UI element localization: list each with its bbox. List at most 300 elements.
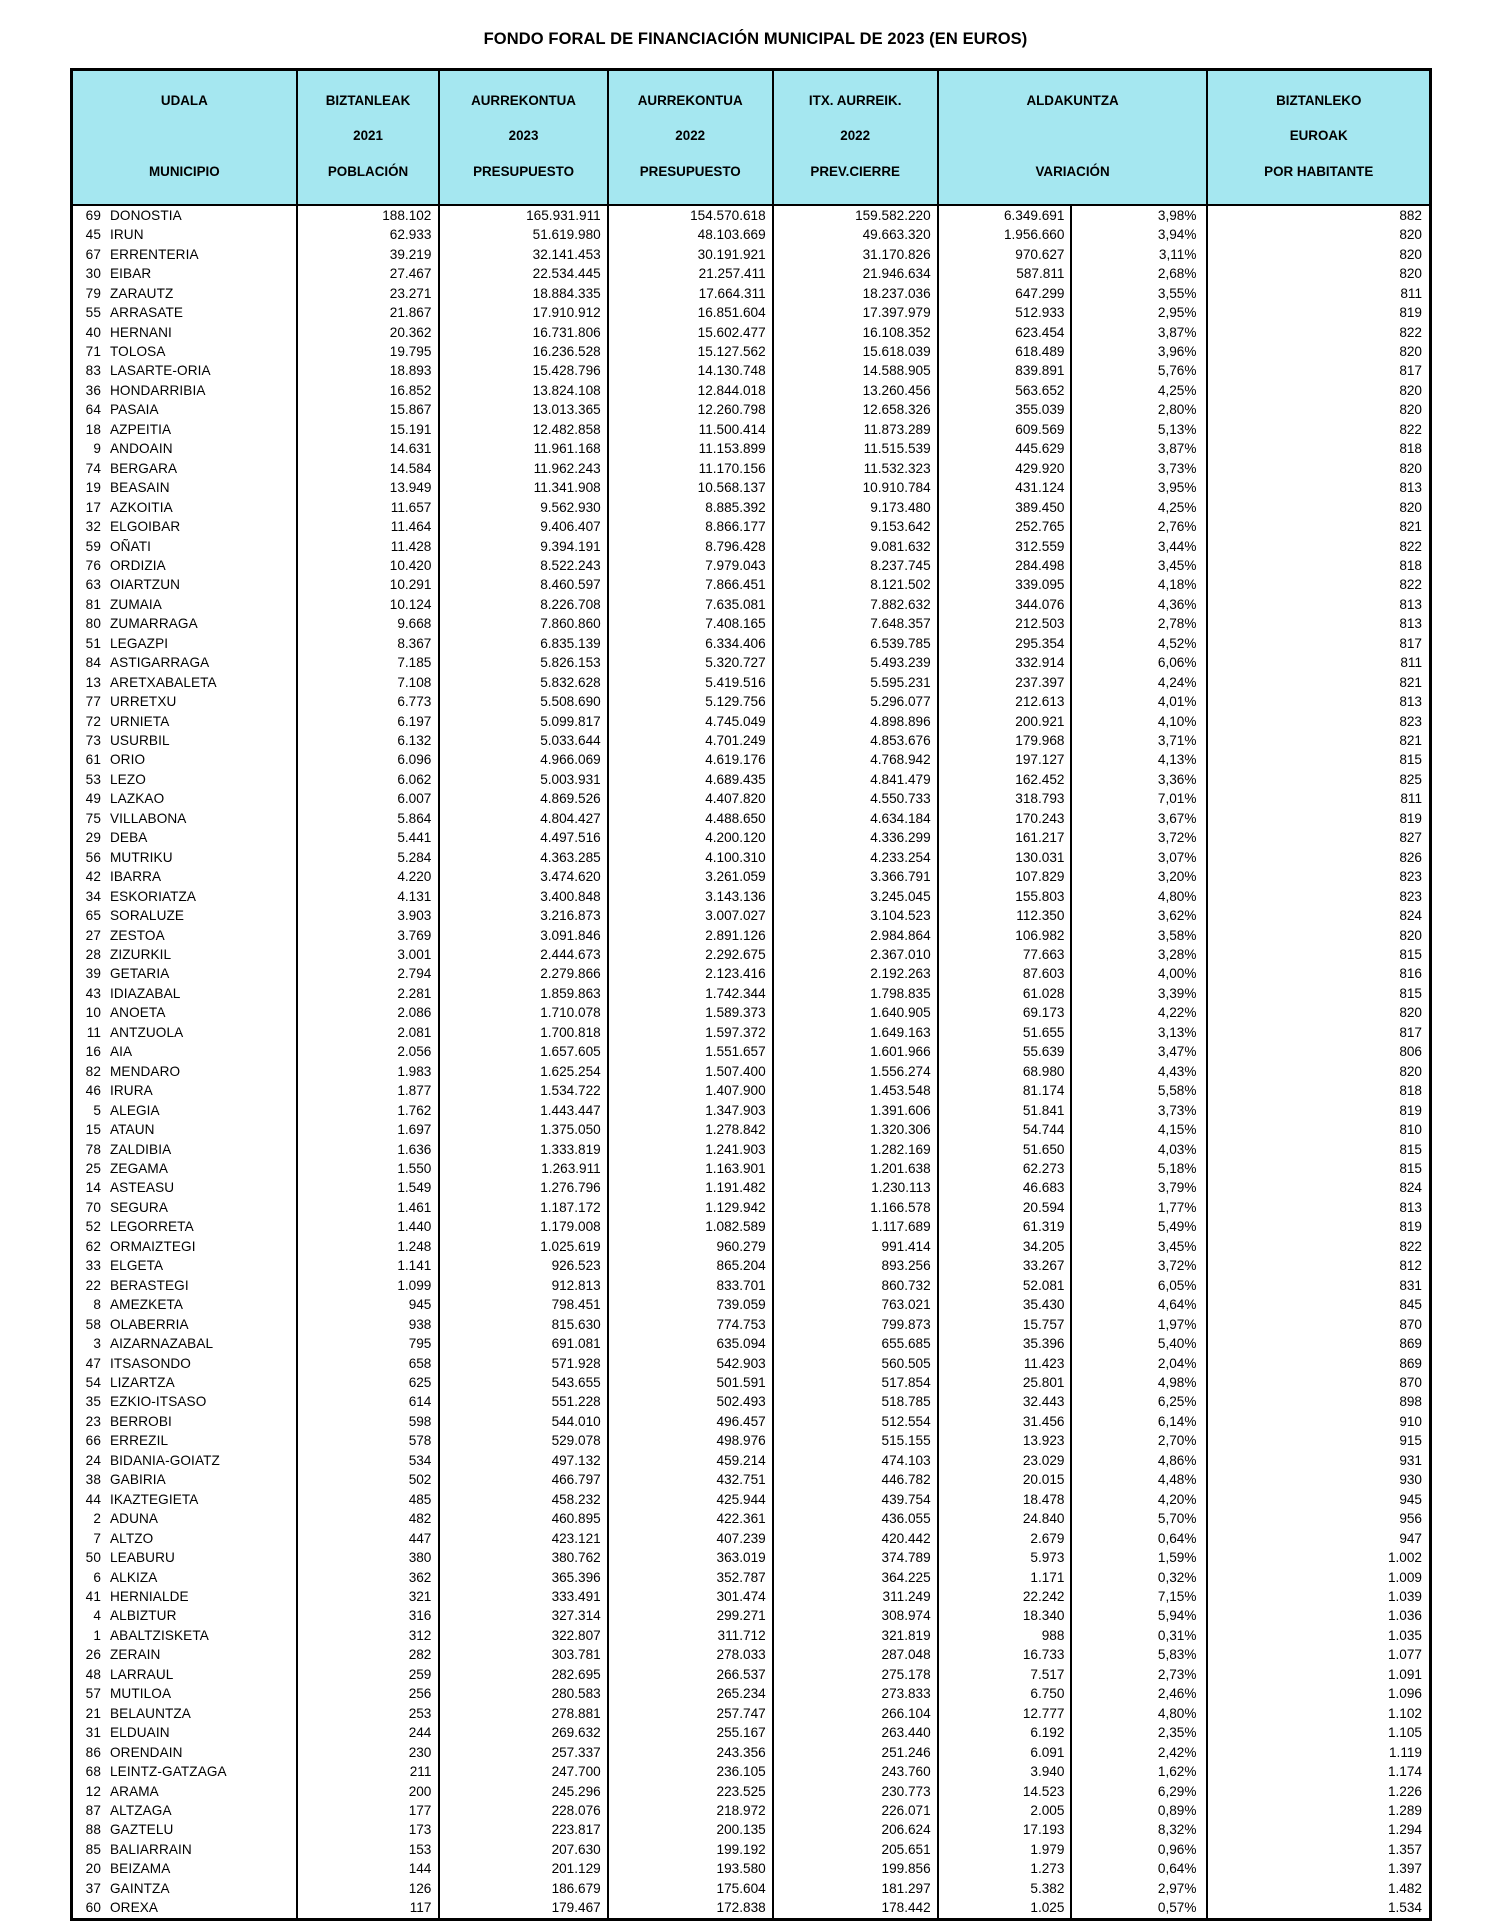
cell-presupuesto-2022: 1.507.400	[608, 1062, 773, 1081]
cell-presupuesto-2023: 1.859.863	[439, 984, 607, 1003]
municipio-code: 9	[93, 441, 101, 457]
cell-presupuesto-2023: 51.619.980	[439, 225, 607, 244]
cell-municipio	[72, 926, 297, 945]
cell-variacion: 33.267	[938, 1256, 1072, 1275]
municipio-name: BEASAIN	[110, 480, 170, 496]
cell-prev-cierre-2022: 230.773	[773, 1782, 938, 1801]
municipio-code: 21	[85, 1705, 101, 1721]
cell-presupuesto-2023: 165.931.911	[439, 205, 607, 225]
municipio-code: 19	[85, 480, 101, 496]
cell-prev-cierre-2022: 1.556.274	[773, 1062, 938, 1081]
header-year-2022: 2022	[675, 128, 706, 144]
cell-variacion-pct: 3,39%	[1071, 984, 1207, 1003]
cell-prev-cierre-2022: 474.103	[773, 1451, 938, 1470]
table-row	[72, 731, 1431, 750]
cell-prev-cierre-2022: 17.397.979	[773, 303, 938, 322]
cell-presupuesto-2023: 9.562.930	[439, 498, 607, 517]
table-row	[72, 1859, 1431, 1878]
header-es-poblacion: POBLACIÓN	[327, 164, 409, 180]
cell-prev-cierre-2022: 517.854	[773, 1373, 938, 1392]
municipio-name: LAZKAO	[110, 791, 165, 807]
cell-variacion-pct: 2,68%	[1071, 264, 1207, 283]
cell-poblacion: 19.795	[297, 342, 440, 361]
cell-variacion-pct: 3,45%	[1071, 556, 1207, 575]
municipio-name: EIBAR	[110, 266, 152, 282]
table-row	[72, 1315, 1431, 1334]
table-row	[72, 1198, 1431, 1217]
cell-prev-cierre-2022: 226.071	[773, 1801, 938, 1820]
cell-euros-por-habitante: 931	[1207, 1451, 1430, 1470]
municipio-code: 18	[85, 421, 101, 437]
cell-prev-cierre-2022: 5.296.077	[773, 692, 938, 711]
cell-poblacion: 244	[297, 1723, 440, 1742]
table-row	[72, 926, 1431, 945]
cell-presupuesto-2023: 4.497.516	[439, 828, 607, 847]
cell-poblacion: 6.096	[297, 750, 440, 769]
cell-presupuesto-2023: 1.333.819	[439, 1140, 607, 1159]
municipio-name: ELDUAIN	[110, 1725, 170, 1741]
cell-municipio	[72, 1879, 297, 1898]
cell-variacion-pct: 3,20%	[1071, 867, 1207, 886]
table-header	[72, 70, 1431, 205]
table-row	[72, 459, 1431, 478]
municipio-name: ALEGIA	[110, 1102, 160, 1118]
cell-variacion: 112.350	[938, 906, 1072, 925]
cell-prev-cierre-2022: 13.260.456	[773, 381, 938, 400]
cell-presupuesto-2023: 1.187.172	[439, 1198, 607, 1217]
cell-variacion: 839.891	[938, 361, 1072, 380]
cell-municipio	[72, 1217, 297, 1236]
cell-variacion: 170.243	[938, 809, 1072, 828]
cell-municipio	[72, 1743, 297, 1762]
municipio-code: 61	[85, 752, 101, 768]
cell-municipio	[72, 1120, 297, 1139]
cell-poblacion: 144	[297, 1859, 440, 1878]
table-row	[72, 1490, 1431, 1509]
table-row	[72, 945, 1431, 964]
table-row	[72, 673, 1431, 692]
cell-euros-por-habitante: 811	[1207, 284, 1430, 303]
cell-presupuesto-2023: 926.523	[439, 1256, 607, 1275]
cell-presupuesto-2022: 6.334.406	[608, 634, 773, 653]
cell-prev-cierre-2022: 4.898.896	[773, 712, 938, 731]
table-row	[72, 887, 1431, 906]
header-spacer-variacion	[945, 127, 1201, 145]
column-header-presupuesto-2022	[608, 70, 773, 205]
cell-variacion-pct: 3,87%	[1071, 439, 1207, 458]
municipio-code: 29	[85, 830, 101, 846]
table-row	[72, 1217, 1431, 1236]
municipio-code: 62	[85, 1238, 101, 1254]
table-row	[72, 1898, 1431, 1919]
cell-prev-cierre-2022: 7.648.357	[773, 614, 938, 633]
cell-prev-cierre-2022: 2.367.010	[773, 945, 938, 964]
table-row	[72, 1879, 1431, 1898]
cell-presupuesto-2023: 1.534.722	[439, 1081, 607, 1100]
cell-municipio	[72, 420, 297, 439]
municipio-name: MENDARO	[110, 1063, 181, 1079]
cell-presupuesto-2023: 257.337	[439, 1743, 607, 1762]
municipio-code: 34	[85, 888, 101, 904]
municipio-name: GAINTZA	[110, 1880, 170, 1896]
table-row	[72, 400, 1431, 419]
municipio-name: LIZARTZA	[110, 1374, 175, 1390]
cell-euros-por-habitante: 813	[1207, 692, 1430, 711]
cell-variacion-pct: 0,32%	[1071, 1568, 1207, 1587]
cell-presupuesto-2023: 278.881	[439, 1704, 607, 1723]
cell-municipio	[72, 575, 297, 594]
municipio-name: ANOETA	[110, 1005, 166, 1021]
table-body	[72, 205, 1431, 1919]
cell-poblacion: 6.197	[297, 712, 440, 731]
cell-presupuesto-2023: 798.451	[439, 1295, 607, 1314]
header-eu-aurrekontua-2023: AURREKONTUA	[471, 92, 576, 108]
municipio-code: 52	[85, 1219, 101, 1235]
cell-variacion: 24.840	[938, 1509, 1072, 1528]
table-row	[72, 770, 1431, 789]
cell-variacion-pct: 3,72%	[1071, 828, 1207, 847]
cell-variacion: 18.340	[938, 1606, 1072, 1625]
cell-prev-cierre-2022: 1.230.113	[773, 1178, 938, 1197]
cell-prev-cierre-2022: 11.515.539	[773, 439, 938, 458]
table-row	[72, 1548, 1431, 1567]
cell-variacion-pct: 1,77%	[1071, 1198, 1207, 1217]
municipio-code: 65	[85, 908, 101, 924]
cell-municipio	[72, 634, 297, 653]
cell-variacion-pct: 7,01%	[1071, 789, 1207, 808]
municipio-code: 32	[85, 519, 101, 535]
cell-municipio	[72, 1568, 297, 1587]
cell-presupuesto-2023: 4.869.526	[439, 789, 607, 808]
municipio-code: 28	[85, 947, 101, 963]
cell-municipio	[72, 1276, 297, 1295]
cell-variacion: 34.205	[938, 1237, 1072, 1256]
cell-prev-cierre-2022: 446.782	[773, 1470, 938, 1489]
municipio-code: 87	[85, 1802, 101, 1818]
table-row	[72, 828, 1431, 847]
municipio-code: 67	[85, 246, 101, 262]
cell-presupuesto-2023: 13.824.108	[439, 381, 607, 400]
municipio-code: 53	[85, 771, 101, 787]
cell-prev-cierre-2022: 311.249	[773, 1587, 938, 1606]
municipio-code: 6	[93, 1569, 101, 1585]
cell-variacion: 1.171	[938, 1568, 1072, 1587]
cell-variacion: 179.968	[938, 731, 1072, 750]
municipio-name: ORDIZIA	[110, 557, 166, 573]
cell-euros-por-habitante: 956	[1207, 1509, 1430, 1528]
table-row	[72, 964, 1431, 983]
cell-euros-por-habitante: 1.039	[1207, 1587, 1430, 1606]
cell-municipio	[72, 1256, 297, 1275]
cell-poblacion: 11.464	[297, 517, 440, 536]
cell-poblacion: 1.549	[297, 1178, 440, 1197]
cell-municipio	[72, 964, 297, 983]
cell-variacion: 11.423	[938, 1354, 1072, 1373]
cell-presupuesto-2022: 12.260.798	[608, 400, 773, 419]
cell-presupuesto-2022: 15.127.562	[608, 342, 773, 361]
municipio-code: 44	[85, 1491, 101, 1507]
cell-prev-cierre-2022: 893.256	[773, 1256, 938, 1275]
cell-variacion-pct: 4,22%	[1071, 1003, 1207, 1022]
table-row	[72, 1237, 1431, 1256]
table-row	[72, 498, 1431, 517]
cell-poblacion: 578	[297, 1431, 440, 1450]
cell-euros-por-habitante: 822	[1207, 537, 1430, 556]
cell-variacion: 51.650	[938, 1140, 1072, 1159]
cell-presupuesto-2023: 13.013.365	[439, 400, 607, 419]
cell-variacion-pct: 2,70%	[1071, 1431, 1207, 1450]
cell-prev-cierre-2022: 266.104	[773, 1704, 938, 1723]
cell-presupuesto-2022: 223.525	[608, 1782, 773, 1801]
cell-variacion: 318.793	[938, 789, 1072, 808]
cell-variacion: 31.456	[938, 1412, 1072, 1431]
cell-presupuesto-2022: 7.408.165	[608, 614, 773, 633]
cell-prev-cierre-2022: 5.493.239	[773, 653, 938, 672]
municipio-name: LEGORRETA	[110, 1219, 194, 1235]
municipio-code: 81	[85, 596, 101, 612]
municipio-name: DEBA	[110, 830, 148, 846]
cell-municipio	[72, 1373, 297, 1392]
cell-presupuesto-2023: 9.406.407	[439, 517, 607, 536]
cell-euros-por-habitante: 947	[1207, 1529, 1430, 1548]
header-eu-biztanleko: BIZTANLEKO	[1276, 92, 1362, 108]
municipio-code: 54	[85, 1374, 101, 1390]
cell-variacion: 161.217	[938, 828, 1072, 847]
cell-poblacion: 5.441	[297, 828, 440, 847]
cell-presupuesto-2022: 2.292.675	[608, 945, 773, 964]
municipio-code: 26	[85, 1647, 101, 1663]
cell-variacion-pct: 2,80%	[1071, 400, 1207, 419]
cell-presupuesto-2023: 11.962.243	[439, 459, 607, 478]
cell-prev-cierre-2022: 6.539.785	[773, 634, 938, 653]
cell-variacion: 212.503	[938, 614, 1072, 633]
cell-poblacion: 211	[297, 1762, 440, 1781]
cell-presupuesto-2022: 4.745.049	[608, 712, 773, 731]
fondo-foral-table	[70, 68, 1432, 1921]
cell-presupuesto-2022: 2.123.416	[608, 964, 773, 983]
municipio-code: 83	[85, 363, 101, 379]
cell-poblacion: 598	[297, 1412, 440, 1431]
cell-municipio	[72, 692, 297, 711]
cell-presupuesto-2023: 551.228	[439, 1392, 607, 1411]
municipio-name: AIA	[110, 1044, 133, 1060]
municipio-name: OÑATI	[110, 538, 152, 554]
cell-poblacion: 62.933	[297, 225, 440, 244]
cell-municipio	[72, 653, 297, 672]
cell-presupuesto-2023: 460.895	[439, 1509, 607, 1528]
municipio-code: 37	[85, 1880, 101, 1896]
cell-poblacion: 282	[297, 1645, 440, 1664]
municipio-name: ARETXABALETA	[110, 674, 217, 690]
cell-presupuesto-2022: 4.200.120	[608, 828, 773, 847]
cell-prev-cierre-2022: 11.873.289	[773, 420, 938, 439]
cell-municipio	[72, 205, 297, 225]
table-row	[72, 1431, 1431, 1450]
municipio-code: 51	[85, 635, 101, 651]
cell-presupuesto-2022: 15.602.477	[608, 323, 773, 342]
cell-presupuesto-2023: 458.232	[439, 1490, 607, 1509]
municipio-name: IRUN	[110, 227, 144, 243]
cell-poblacion: 11.657	[297, 498, 440, 517]
municipio-name: ARRASATE	[110, 305, 184, 321]
table-row	[72, 420, 1431, 439]
cell-variacion: 61.319	[938, 1217, 1072, 1236]
cell-municipio	[72, 712, 297, 731]
cell-presupuesto-2023: 207.630	[439, 1840, 607, 1859]
cell-euros-por-habitante: 1.226	[1207, 1782, 1430, 1801]
cell-presupuesto-2023: 245.296	[439, 1782, 607, 1801]
cell-presupuesto-2022: 10.568.137	[608, 478, 773, 497]
cell-poblacion: 938	[297, 1315, 440, 1334]
municipio-code: 69	[85, 207, 101, 223]
cell-variacion-pct: 3,45%	[1071, 1237, 1207, 1256]
municipio-name: ALTZAGA	[110, 1802, 172, 1818]
cell-presupuesto-2023: 497.132	[439, 1451, 607, 1470]
cell-euros-por-habitante: 820	[1207, 1062, 1430, 1081]
header-eu-udala: UDALA	[160, 92, 208, 108]
cell-euros-por-habitante: 870	[1207, 1373, 1430, 1392]
column-header-poblacion	[297, 70, 440, 205]
cell-variacion-pct: 0,64%	[1071, 1529, 1207, 1548]
cell-municipio	[72, 1042, 297, 1061]
cell-presupuesto-2022: 7.866.451	[608, 575, 773, 594]
cell-variacion: 162.452	[938, 770, 1072, 789]
cell-poblacion: 6.062	[297, 770, 440, 789]
cell-euros-por-habitante: 1.002	[1207, 1548, 1430, 1567]
table-row	[72, 1606, 1431, 1625]
cell-presupuesto-2022: 1.191.482	[608, 1178, 773, 1197]
cell-euros-por-habitante: 820	[1207, 400, 1430, 419]
cell-presupuesto-2022: 774.753	[608, 1315, 773, 1334]
cell-presupuesto-2023: 201.129	[439, 1859, 607, 1878]
column-header-presupuesto-2023	[439, 70, 607, 205]
cell-presupuesto-2023: 466.797	[439, 1470, 607, 1489]
cell-municipio	[72, 1159, 297, 1178]
cell-euros-por-habitante: 825	[1207, 770, 1430, 789]
cell-variacion: 6.192	[938, 1723, 1072, 1742]
cell-presupuesto-2022: 236.105	[608, 1762, 773, 1781]
cell-variacion: 62.273	[938, 1159, 1072, 1178]
table-row	[72, 1626, 1431, 1645]
municipio-name: BERGARA	[110, 460, 178, 476]
cell-presupuesto-2022: 11.170.156	[608, 459, 773, 478]
cell-municipio	[72, 828, 297, 847]
cell-variacion: 1.979	[938, 1840, 1072, 1859]
column-header-prev-cierre	[773, 70, 938, 205]
cell-municipio	[72, 887, 297, 906]
municipio-code: 4	[93, 1608, 101, 1624]
cell-presupuesto-2022: 4.488.650	[608, 809, 773, 828]
cell-prev-cierre-2022: 8.237.745	[773, 556, 938, 575]
cell-poblacion: 485	[297, 1490, 440, 1509]
cell-presupuesto-2022: 422.361	[608, 1509, 773, 1528]
municipio-code: 58	[85, 1316, 101, 1332]
cell-municipio	[72, 264, 297, 283]
cell-euros-por-habitante: 810	[1207, 1120, 1430, 1139]
cell-variacion-pct: 4,20%	[1071, 1490, 1207, 1509]
municipio-code: 79	[85, 285, 101, 301]
cell-variacion-pct: 3,55%	[1071, 284, 1207, 303]
cell-prev-cierre-2022: 205.651	[773, 1840, 938, 1859]
municipio-code: 66	[85, 1433, 101, 1449]
table-row	[72, 1276, 1431, 1295]
cell-euros-por-habitante: 815	[1207, 984, 1430, 1003]
cell-variacion-pct: 6,05%	[1071, 1276, 1207, 1295]
table-row	[72, 1412, 1431, 1431]
cell-euros-por-habitante: 845	[1207, 1295, 1430, 1314]
cell-prev-cierre-2022: 18.237.036	[773, 284, 938, 303]
municipio-name: HERNANI	[110, 324, 172, 340]
municipio-code: 3	[93, 1336, 101, 1352]
cell-prev-cierre-2022: 4.336.299	[773, 828, 938, 847]
cell-presupuesto-2023: 9.394.191	[439, 537, 607, 556]
cell-presupuesto-2023: 1.179.008	[439, 1217, 607, 1236]
cell-euros-por-habitante: 1.096	[1207, 1684, 1430, 1703]
cell-poblacion: 4.220	[297, 867, 440, 886]
table-row	[72, 750, 1431, 769]
municipio-name: VILLABONA	[110, 810, 187, 826]
cell-euros-por-habitante: 1.482	[1207, 1879, 1430, 1898]
cell-prev-cierre-2022: 275.178	[773, 1665, 938, 1684]
cell-variacion-pct: 6,29%	[1071, 1782, 1207, 1801]
cell-poblacion: 945	[297, 1295, 440, 1314]
cell-euros-por-habitante: 1.009	[1207, 1568, 1430, 1587]
table-row	[72, 439, 1431, 458]
municipio-code: 10	[85, 1005, 101, 1021]
cell-presupuesto-2023: 12.482.858	[439, 420, 607, 439]
cell-poblacion: 312	[297, 1626, 440, 1645]
table-row	[72, 1373, 1431, 1392]
cell-municipio	[72, 984, 297, 1003]
cell-variacion: 54.744	[938, 1120, 1072, 1139]
municipio-name: AZKOITIA	[110, 499, 173, 515]
cell-poblacion: 9.668	[297, 614, 440, 633]
cell-variacion-pct: 5,76%	[1071, 361, 1207, 380]
cell-euros-por-habitante: 870	[1207, 1315, 1430, 1334]
cell-euros-por-habitante: 1.119	[1207, 1743, 1430, 1762]
table-row	[72, 478, 1431, 497]
cell-municipio	[72, 1140, 297, 1159]
municipio-name: IDIAZABAL	[110, 985, 181, 1001]
cell-municipio	[72, 731, 297, 750]
cell-municipio	[72, 459, 297, 478]
municipio-name: TOLOSA	[110, 343, 166, 359]
cell-presupuesto-2022: 175.604	[608, 1879, 773, 1898]
cell-poblacion: 117	[297, 1898, 440, 1919]
cell-variacion-pct: 2,35%	[1071, 1723, 1207, 1742]
municipio-name: ZUMAIA	[110, 596, 162, 612]
table-row	[72, 1354, 1431, 1373]
cell-variacion: 252.765	[938, 517, 1072, 536]
cell-poblacion: 1.983	[297, 1062, 440, 1081]
table-row	[72, 848, 1431, 867]
municipio-name: AZPEITIA	[110, 421, 172, 437]
cell-municipio	[72, 439, 297, 458]
municipio-code: 17	[85, 499, 101, 515]
cell-presupuesto-2023: 333.491	[439, 1587, 607, 1606]
cell-variacion-pct: 3,72%	[1071, 1256, 1207, 1275]
cell-variacion-pct: 4,43%	[1071, 1062, 1207, 1081]
municipio-code: 23	[85, 1413, 101, 1429]
cell-municipio	[72, 478, 297, 497]
cell-presupuesto-2022: 1.082.589	[608, 1217, 773, 1236]
cell-prev-cierre-2022: 15.618.039	[773, 342, 938, 361]
cell-variacion-pct: 4,15%	[1071, 1120, 1207, 1139]
cell-presupuesto-2022: 501.591	[608, 1373, 773, 1392]
cell-euros-por-habitante: 822	[1207, 575, 1430, 594]
cell-presupuesto-2023: 543.655	[439, 1373, 607, 1392]
municipio-name: ALTZO	[110, 1530, 154, 1546]
